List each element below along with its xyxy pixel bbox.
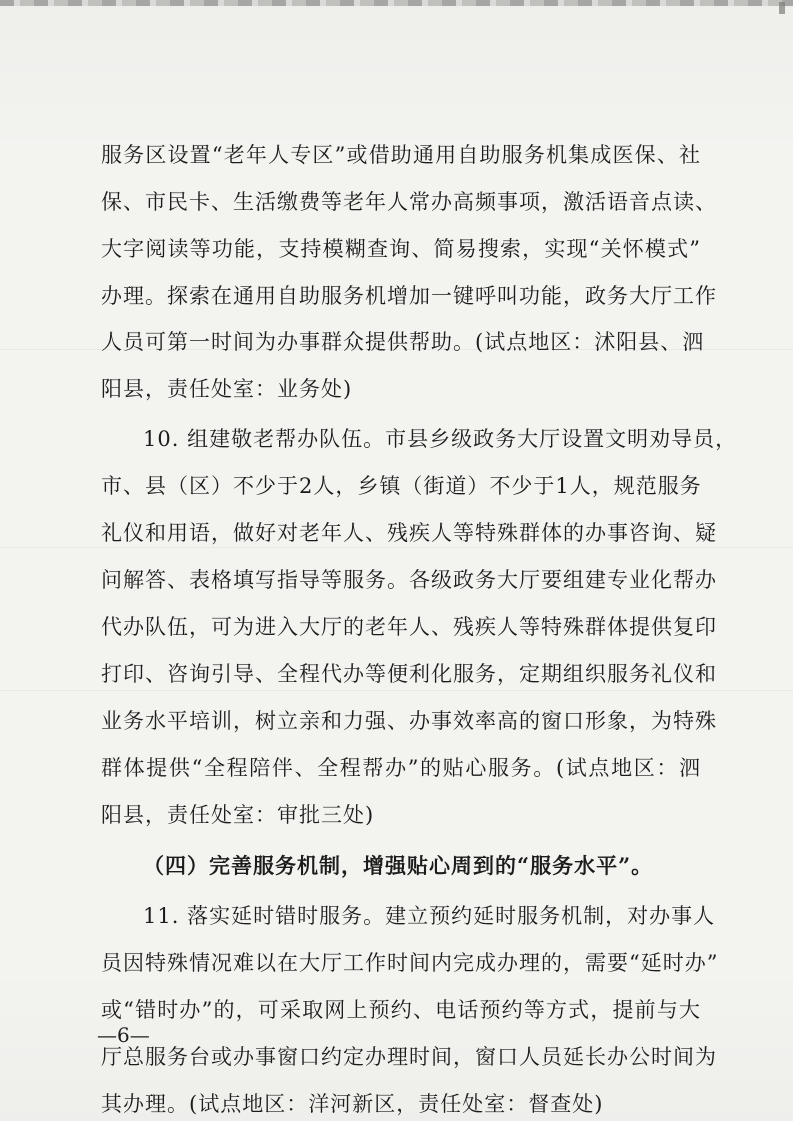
body-line-20: 厅总服务台或办事窗口约定办理时间，窗口人员延长办公时间为 <box>101 1045 717 1069</box>
body-line-6: 阳县，责任处室：业务处) <box>101 377 353 401</box>
item-10-title: 10. 组建敬老帮办队伍。市县乡级政务大厅设置文明劝导员， <box>143 427 738 451</box>
body-line-5: 人员可第一时间为办事群众提供帮助。(试点地区：沭阳县、泗 <box>101 330 705 354</box>
body-line-19: 或“错时办”的，可采取网上预约、电话预约等方式，提前与大 <box>101 998 701 1022</box>
body-line-10: 问解答、表格填写指导等服务。各级政务大厅要组建专业化帮办 <box>101 568 717 592</box>
body-line-9: 礼仪和用语，做好对老年人、残疾人等特殊群体的办事咨询、疑 <box>101 521 717 545</box>
scan-mark <box>779 2 785 14</box>
body-line-4: 办理。探索在通用自助服务机增加一键呼叫功能，政务大厅工作 <box>101 284 717 308</box>
body-line-2: 保、市民卡、生活缴费等老年人常办高频事项，激活语音点读、 <box>101 190 717 214</box>
page-number: —6— <box>97 1023 150 1047</box>
body-line-18: 员因特殊情况难以在大厅工作时间内完成办理的，需要“延时办” <box>101 951 719 975</box>
scan-edge <box>0 0 793 6</box>
body-line-11: 代办队伍，可为进入大厅的老年人、残疾人等特殊群体提供复印 <box>101 615 717 639</box>
body-line-21: 其办理。(试点地区：洋河新区，责任处室：督查处) <box>101 1092 604 1116</box>
body-line-15: 阳县，责任处室：审批三处) <box>101 803 375 827</box>
body-line-12: 打印、咨询引导、全程代办等便利化服务，定期组织服务礼仪和 <box>101 662 717 686</box>
section-heading-4: （四）完善服务机制，增强贴心周到的“服务水平”。 <box>143 853 654 878</box>
body-line-14: 群体提供“全程陪伴、全程帮办”的贴心服务。(试点地区：泗 <box>101 756 701 780</box>
body-line-8: 市、县（区）不少于2人，乡镇（街道）不少于1人，规范服务 <box>101 474 702 498</box>
body-line-1: 服务区设置“老年人专区”或借助通用自助服务机集成医保、社 <box>101 143 701 167</box>
body-line-13: 业务水平培训，树立亲和力强、办事效率高的窗口形象，为特殊 <box>101 709 717 733</box>
body-line-3: 大字阅读等功能，支持模糊查询、简易搜索，实现“关怀模式” <box>101 237 701 261</box>
item-11-title: 11. 落实延时错时服务。建立预约延时服务机制，对办事人 <box>143 904 716 928</box>
